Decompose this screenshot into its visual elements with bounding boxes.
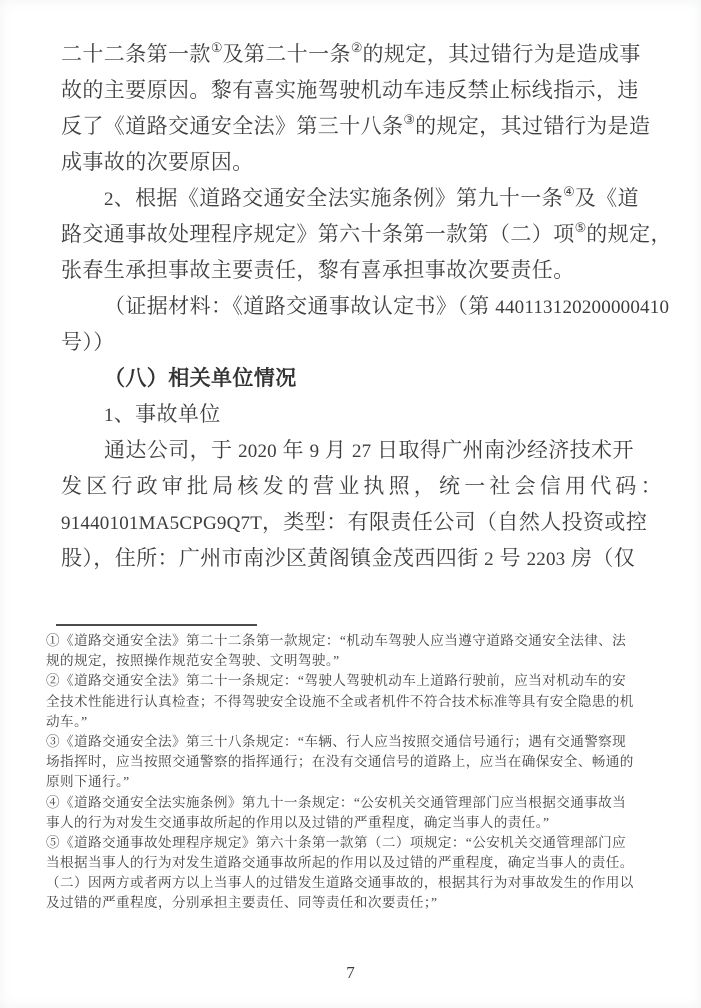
footnote-line: ②《道路交通安全法》第二十一条规定：“驾驶人驾驶机动车上道路行驶前，应当对机动车的安: [46, 673, 627, 689]
body-line: 故的主要原因。黎有喜实施驾驶机动车违反禁止标线指示，违: [61, 78, 639, 102]
footnote-line: 全技术性能进行认真检查；不得驾驶安全设施不全或者机件不符合技术标准等具有安全隐患的机: [46, 693, 634, 709]
body-line: 发区行政审批局核发的营业执照，统一社会信用代码：: [61, 474, 666, 498]
body-line: （证据材料：《道路交通事故认定书》（第 440113120200000410: [104, 294, 670, 318]
body-line: 号））: [61, 330, 115, 354]
footnote-line: 动车。”: [46, 713, 88, 729]
body-line: 路交通事故处理程序规定》第六十条第一款第（二）项⑤的规定，: [61, 220, 672, 246]
body-text: [61, 36, 672, 576]
footnote-line: 原则下通行。”: [46, 774, 130, 790]
page-number: 7: [346, 963, 355, 982]
body-line: 张春生承担事故主要责任，黎有喜承担事故次要责任。: [61, 258, 575, 282]
footnote-line: 规的规定，按照操作规范安全驾驶、文明驾驶。”: [46, 653, 340, 669]
footnote-line: ⑤《道路交通事故处理程序规定》第六十条第一款第（二）项规定：“公安机关交通管理部门应: [46, 834, 627, 850]
body-line: 股），住所：广州市南沙区黄阁镇金茂西四街 2 号 2203 房（仅: [61, 546, 636, 570]
body-line: 1、事故单位: [104, 402, 221, 426]
body-line: （八）相关单位情况: [104, 366, 297, 390]
body-line: 通达公司，于 2020 年 9 月 27 日取得广州南沙经济技术开: [104, 438, 634, 462]
footnote-line: ③《道路交通安全法》第三十八条规定：“车辆、行人应当按照交通信号通行；遇有交通警察现: [46, 733, 627, 749]
body-line: 91440101MA5CPG9Q7T，类型：有限责任公司（自然人投资或控: [61, 510, 648, 534]
footnotes: [46, 631, 660, 914]
footnote-line: ④《道路交通安全法实施条例》第九十一条规定：“公安机关交通管理部门应当根据交通事故当: [46, 794, 627, 810]
body-line: 反了《道路交通安全法》第三十八条③的规定，其过错行为是造: [61, 112, 651, 138]
body-line: 2、根据《道路交通安全法实施条例》第九十一条④及《道: [104, 184, 639, 210]
footnote-line: （二）因两方或者两方以上当事人的过错发生道路交通事故的，根据其行为对事故发生的作用以: [46, 875, 634, 891]
body-line: 成事故的次要原因。: [61, 150, 254, 174]
footnote-line: 场指挥时，应当按照交通警察的指挥通行；在没有交通信号的道路上，应当在确保安全、畅通的: [46, 754, 634, 770]
footnote-line: 当根据当事人的行为对发生道路交通事故所起的作用以及过错的严重程度，确定当事人的责任。: [46, 855, 634, 871]
body-line: 二十二条第一款①及第二十一条②的规定，其过错行为是造成事: [61, 40, 641, 66]
footnote-line: 及过错的严重程度，分别承担主要责任、同等责任和次要责任；”: [46, 895, 438, 911]
footnote-separator: [56, 624, 257, 626]
footnote-line: ①《道路交通安全法》第二十二条第一款规定：“机动车驾驶人应当遵守道路交通安全法律、法: [46, 633, 627, 648]
footnote-line: 事人的行为对发生交通事故所起的作用以及过错的严重程度，确定当事人的责任。”: [46, 814, 550, 830]
